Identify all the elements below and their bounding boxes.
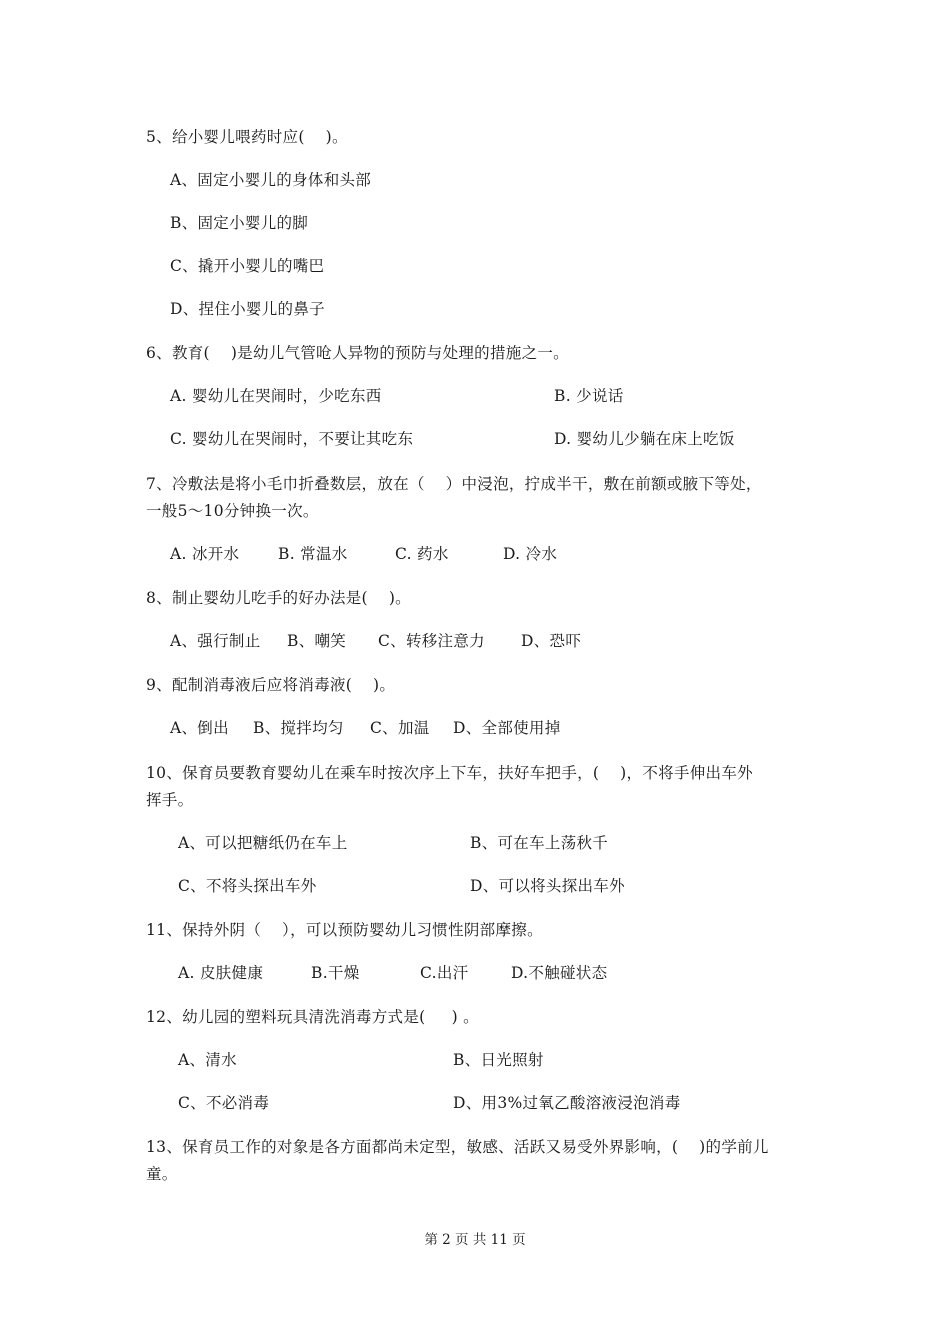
- question-10-option-d: D、可以将头探出车外: [470, 877, 625, 895]
- question-6-option-b: B. 少说话: [554, 387, 624, 405]
- question-7-stem-line-1: 7、冷敷法是将小毛巾折叠数层，放在（ ）中浸泡，拧成半干，敷在前额或腋下等处，: [146, 475, 762, 493]
- question-10-option-c: C、不将头探出车外: [178, 877, 317, 895]
- question-12-stem: 12、幼儿园的塑料玩具清洗消毒方式是( ) 。: [146, 1008, 479, 1026]
- question-11-option-d: D.不触碰状态: [511, 964, 608, 982]
- question-9-option-b: B、搅拌均匀: [253, 719, 344, 737]
- question-10-option-a: A、可以把糖纸仍在车上: [178, 834, 348, 852]
- question-11-option-b: B.干燥: [311, 964, 360, 982]
- question-8-option-d: D、恐吓: [521, 632, 582, 650]
- question-9-option-d: D、全部使用掉: [453, 719, 561, 737]
- question-13-stem-line-2: 童。: [146, 1165, 178, 1183]
- question-6-option-d: D. 婴幼儿少躺在床上吃饭: [554, 430, 735, 448]
- question-5-option-d: D、捏住小婴儿的鼻子: [170, 300, 325, 318]
- question-9-option-c: C、加温: [370, 719, 430, 737]
- question-9-stem: 9、配制消毒液后应将消毒液( )。: [146, 676, 396, 694]
- page-number-footer: 第 2 页 共 11 页: [424, 1232, 526, 1248]
- question-11-option-a: A. 皮肤健康: [178, 964, 264, 982]
- question-5-option-b: B、固定小婴儿的脚: [170, 214, 309, 232]
- question-12-option-b: B、日光照射: [453, 1051, 544, 1069]
- question-10-stem-line-2: 挥手。: [146, 791, 194, 809]
- question-5-stem: 5、给小婴儿喂药时应( )。: [146, 128, 348, 146]
- question-7-stem-line-2: 一般5～10分钟换一次。: [146, 502, 319, 520]
- question-11-option-c: C.出汗: [420, 964, 469, 982]
- question-7-option-b: B. 常温水: [278, 545, 348, 563]
- question-11-stem: 11、保持外阴（ ），可以预防婴幼儿习惯性阴部摩擦。: [146, 921, 543, 939]
- question-5-option-a: A、固定小婴儿的身体和头部: [170, 171, 372, 189]
- question-10-stem-line-1: 10、保育员要教育婴幼儿在乘车时按次序上下车，扶好车把手，( )，不将手伸出车外: [146, 764, 753, 782]
- question-13-stem-line-1: 13、保育员工作的对象是各方面都尚未定型，敏感、活跃又易受外界影响，( )的学前儿: [146, 1138, 769, 1156]
- question-6-option-a: A. 婴幼儿在哭闹时，少吃东西: [170, 387, 382, 405]
- question-8-option-c: C、转移注意力: [378, 632, 485, 650]
- question-6-stem: 6、教育( )是幼儿气管呛人异物的预防与处理的措施之一。: [146, 344, 569, 362]
- question-6-option-c: C. 婴幼儿在哭闹时，不要让其吃东: [170, 430, 414, 448]
- question-10-option-b: B、可在车上荡秋千: [470, 834, 609, 852]
- question-5-option-c: C、撬开小婴儿的嘴巴: [170, 257, 325, 275]
- question-7-option-d: D. 冷水: [503, 545, 558, 563]
- question-7-option-a: A. 冰开水: [170, 545, 240, 563]
- question-8-stem: 8、制止婴幼儿吃手的好办法是( )。: [146, 589, 411, 607]
- question-9-option-a: A、倒出: [170, 719, 229, 737]
- question-12-option-d: D、用3%过氧乙酸溶液浸泡消毒: [453, 1094, 681, 1112]
- question-12-option-c: C、不必消毒: [178, 1094, 270, 1112]
- question-8-option-a: A、强行制止: [170, 632, 261, 650]
- question-12-option-a: A、清水: [178, 1051, 237, 1069]
- question-7-option-c: C. 药水: [395, 545, 449, 563]
- question-8-option-b: B、嘲笑: [287, 632, 347, 650]
